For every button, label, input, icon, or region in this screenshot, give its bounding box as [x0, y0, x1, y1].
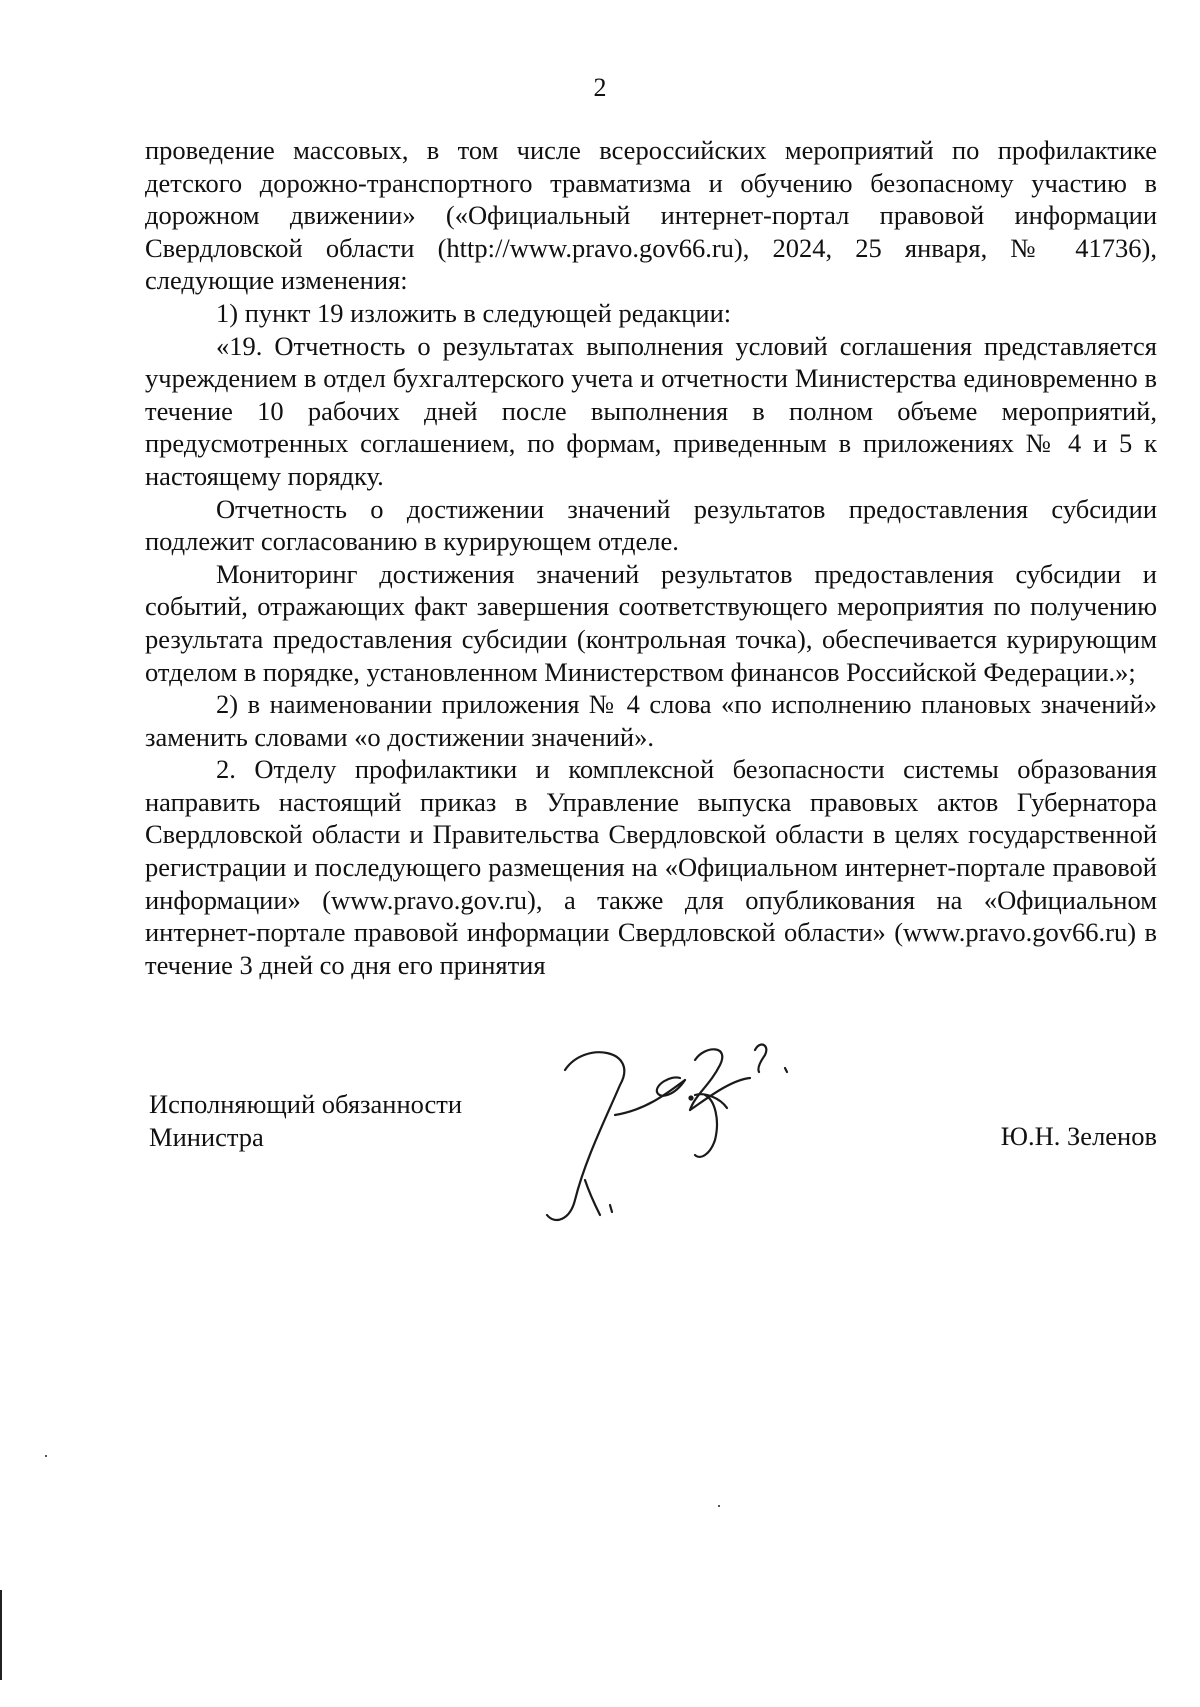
paragraph-clause-19: «19. Отчетность о результатах выполнения условий соглашения представляется учреждением в отдел бухгалтерского учета и отчетности Министерства единовременно в течение 10 рабочих дней после выполнения в полном объеме мероприятий, предусмотренных соглашением, по формам, приведенным в приложениях № 4 и 5 к настоящему порядку. [145, 330, 1157, 491]
paragraph-item-1: 1) пункт 19 изложить в следующей редакции: [216, 297, 732, 328]
paragraph-item-2: 2) в наименовании приложения № 4 слова «по исполнению плановых значений» заменить словами «о достижении значений». [145, 689, 1157, 752]
paragraph-point-2: 2. Отделу профилактики и комплексной безопасности системы образования направить настоящий приказ в Управление выпуска правовых актов Губернатора Свердловской области и Правительства Свердловской области в целях государственной регистрации и последующего размещения на «Официальном интернет-портале правовой информации» (www.pravo.gov.ru), а также для опубликования на «Официальном интернет-портале правовой информации Свердловской области» (www.pravo.gov66.ru) в течение 3 дней со дня его принятия [145, 754, 1157, 980]
scan-speck [718, 1505, 720, 1507]
handwritten-signature [545, 1040, 825, 1240]
scan-speck [45, 1455, 47, 1457]
signatory-position [149, 1088, 462, 1153]
paragraph-clause-19-reporting: Отчетность о достижении значений результатов предоставления субсидии подлежит согласованию в курирующем отделе. [145, 493, 1157, 557]
signatory-position-line1: Исполняющий обязанности [149, 1089, 463, 1119]
page-number: 2 [593, 73, 607, 102]
document-body [145, 134, 1157, 981]
paragraph-clause-19-monitoring: Мониторинг достижения значений результатов предоставления субсидии и событий, отражающих факт завершения соответствующего мероприятия по получению результата предоставления субсидии (контрольная точка), обеспечивается курирующим отделом в порядке, установленном Министерством финансов Российской Федерации.»; [145, 558, 1157, 687]
signatory-name: Ю.Н. Зеленов [1000, 1121, 1157, 1151]
paragraph-intro: проведение массовых, в том числе всероссийских мероприятий по профилактике детского дорожно-транспортного травматизма и обучению безопасному участию в дорожном движении» («Официальный интернет-портал правовой информации Свердловской области (http://www.pravo.gov66.ru), 2024, 25 января, № 41736), следующие изменения: [145, 135, 1157, 296]
scan-margin-line [0, 1590, 2, 1680]
signatory-position-line2: Министра [149, 1121, 264, 1152]
